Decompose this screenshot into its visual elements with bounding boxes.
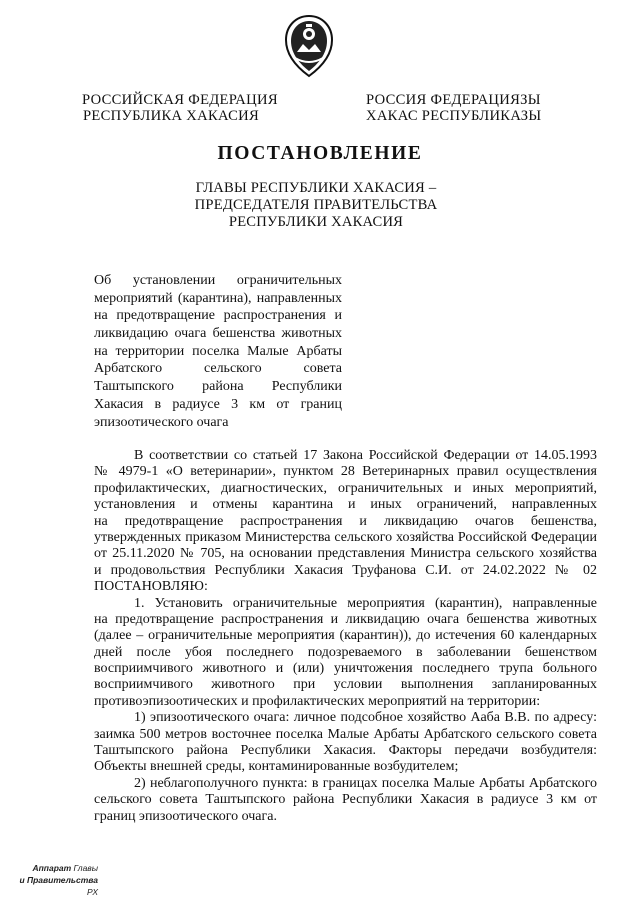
body-line: восприимчивого животного при условии выполнения запланированных (94, 677, 597, 693)
body-line: дней после убоя последнего подозреваемого в заболевании бешенством (94, 644, 597, 660)
header-right (366, 92, 542, 124)
body-line: 2) неблагополучного пункта: в границах поселка Малые Арбаты Арбатского (134, 775, 597, 791)
footer-bold: Аппарат (32, 863, 72, 873)
header-left-line: РЕСПУБЛИКА ХАКАСИЯ (82, 107, 260, 124)
body-line: на предотвращение распространения и ликвидацию очагов бешенства, (94, 513, 597, 529)
subject-line: Об установлении ограничительных (94, 273, 342, 288)
body-line: установления и отмены карантина и иных ограничений, направленных (94, 497, 597, 513)
subject-line: Таштыпского района Республики (94, 379, 342, 395)
body-line: на предотвращение распространения и ликвидацию очага бешенства животных (94, 611, 597, 627)
body-line: ПОСТАНОВЛЯЮ: (94, 579, 208, 595)
body-line: № 4979-1 «О ветеринарии», пунктом 28 Ветеринарных правил осуществления (94, 464, 597, 480)
body-line: и продовольствия Республики Хакасия Труфанова С.И. от 24.02.2022 № 02 (94, 562, 597, 578)
footer-line (8, 874, 98, 898)
body-line: сельского совета Таштыпского района Республики Хакасия в радиусе 3 км от (94, 792, 597, 808)
footer-bold: и Правительства (19, 875, 98, 885)
body-line: утвержденных приказом Министерства сельского хозяйства Российской Федерации (94, 529, 597, 545)
subtitle-line: РЕСПУБЛИКИ ХАКАСИЯ (228, 214, 404, 230)
subject-line: эпизоотического очага (94, 414, 229, 430)
document-body (94, 448, 597, 825)
document-subject (94, 272, 342, 431)
document-title: ПОСТАНОВЛЕНИЕ (217, 143, 423, 164)
body-line: восприимчивого животного и (или) уничтожения последнего трупа больного (94, 661, 597, 677)
subject-line: мероприятий (карантина), направленных (94, 290, 342, 306)
subject-line: на территории поселка Малые Арбаты (94, 343, 342, 359)
footer-rest: РХ (87, 887, 98, 897)
body-line: заимка 500 метров восточнее поселка Малые Арбаты Арбатского сельского совета (94, 726, 597, 742)
subject-line: Хакасия в радиусе 3 км от границ (94, 396, 342, 412)
body-line: 1. Установить ограничительные мероприятия (карантин), направленные (134, 595, 597, 611)
body-line: В соответствии со статьей 17 Закона Российской Федерации от 14.05.1993 (134, 448, 597, 463)
body-line: Таштыпского района Республики Хакасия. Факторы передачи возбудителя: (94, 743, 597, 759)
document-subtitle (170, 180, 462, 231)
header-left-line: РОССИЙСКАЯ ФЕДЕРАЦИЯ (82, 92, 278, 108)
footer-rest: Главы (71, 863, 98, 873)
body-line: от 25.11.2020 № 705, на основании представления Министра сельского хозяйства (94, 546, 597, 562)
body-line: профилактических, диагностических, ограничительных и иных мероприятий, (94, 480, 597, 496)
subtitle-line: ПРЕДСЕДАТЕЛЯ ПРАВИТЕЛЬСТВА (194, 197, 438, 213)
body-line: Объекты внешней среды, контаминированные возбудителем; (94, 759, 459, 775)
body-line: 1) эпизоотического очага: личное подсобное хозяйство Ааба В.В. по адресу: (134, 710, 597, 726)
footer-stamp (8, 862, 98, 898)
header-right-line: ХАКАС РЕСПУБЛИКАЗЫ (366, 107, 542, 124)
body-line: противоэпизоотических и профилактических мероприятий на территории: (94, 693, 541, 709)
subject-line: ликвидацию очага бешенства животных (94, 326, 342, 342)
footer-line (8, 862, 98, 874)
body-line: (далее – ограничительные мероприятия (карантин)), до истечения 60 календарных (94, 628, 597, 644)
header-left (82, 92, 278, 124)
subject-line: Арбатского сельского совета (94, 361, 342, 377)
header-right-line: РОССИЯ ФЕДЕРАЦИЯЗЫ (366, 92, 541, 108)
subtitle-line: ГЛАВЫ РЕСПУБЛИКИ ХАКАСИЯ – (195, 180, 437, 196)
coat-of-arms-icon (280, 14, 338, 78)
body-line: границ эпизоотического очага. (94, 808, 277, 824)
subject-line: на предотвращение распространения и (94, 308, 342, 324)
